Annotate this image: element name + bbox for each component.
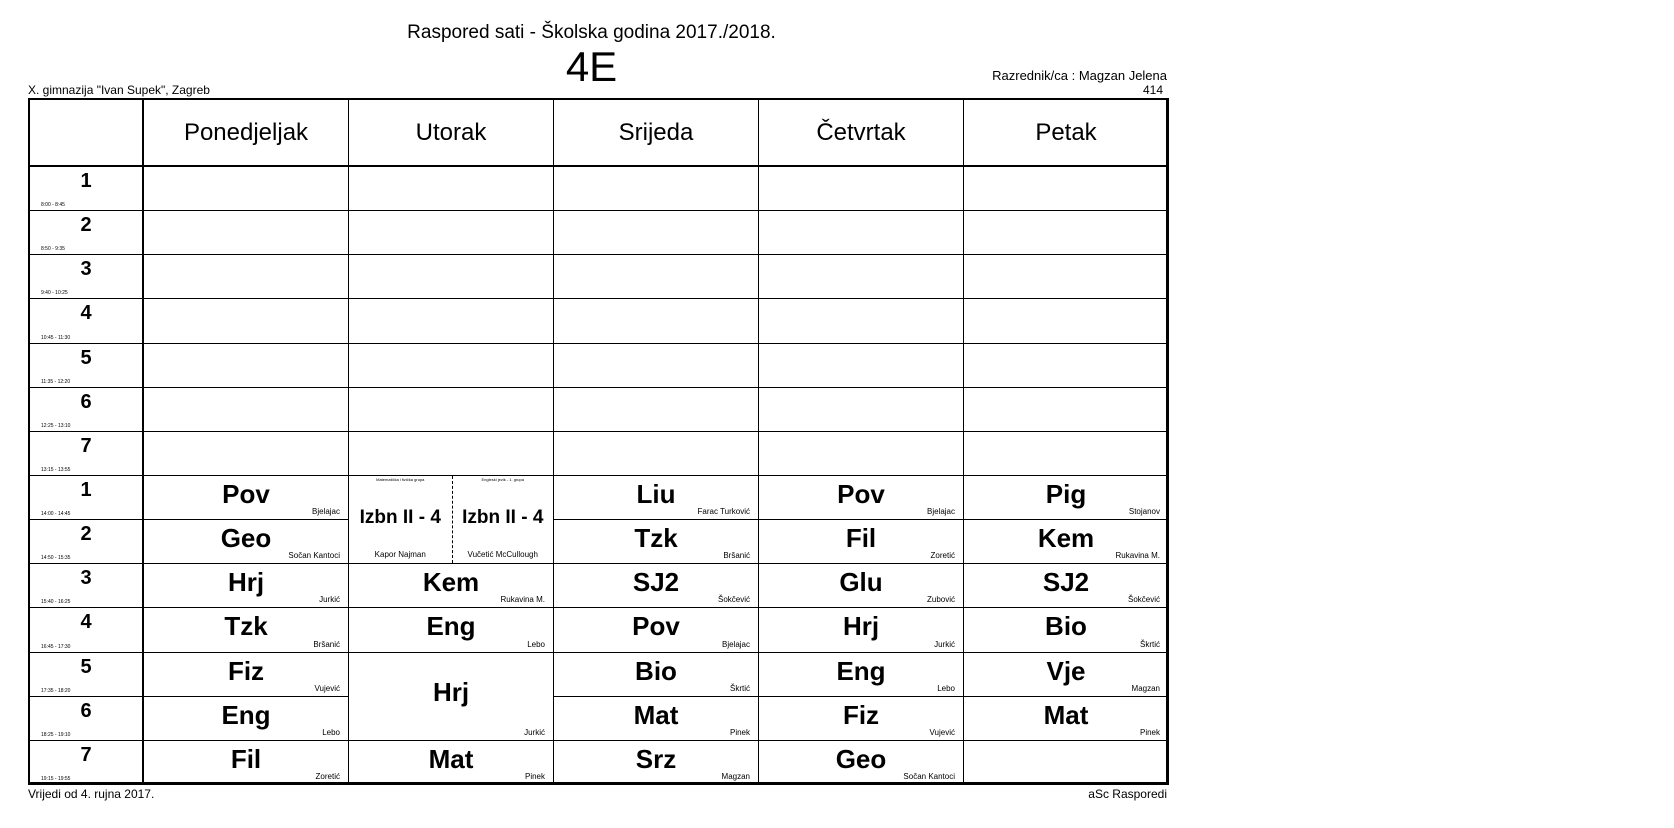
lesson-cell[interactable] [553, 607, 759, 652]
room-number: 414 [1142, 83, 1163, 97]
empty-slot [758, 254, 964, 299]
timetable-title: Raspored sati - Školska godina 2017./2018. [407, 22, 776, 43]
lesson-cell[interactable] [963, 696, 1169, 741]
empty-slot [758, 210, 964, 255]
period-cell [28, 652, 144, 697]
period-divider [142, 98, 144, 784]
lesson-subject: Mat [633, 699, 679, 730]
lesson-teacher: Farac Turković [697, 507, 750, 517]
lesson-subject: SJ2 [632, 567, 680, 598]
lesson-subject: Hrj [842, 611, 880, 642]
period-cell [28, 475, 144, 520]
empty-slot [963, 210, 1169, 255]
lesson-subject: Kem [422, 567, 480, 598]
split-group-left[interactable] [349, 476, 452, 563]
day-header: Utorak [348, 98, 554, 167]
lesson-cell[interactable] [553, 696, 759, 741]
lesson-cell[interactable] [963, 563, 1169, 608]
period-number: 3 [80, 567, 92, 590]
lesson-subject: Fil [230, 743, 262, 774]
empty-slot [143, 210, 349, 255]
empty-slot [348, 431, 554, 476]
day-header: Srijeda [553, 98, 759, 167]
empty-slot [553, 254, 759, 299]
lesson-cell[interactable] [758, 475, 964, 520]
lesson-subject: Srz [635, 743, 677, 774]
lesson-cell[interactable] [758, 740, 964, 785]
period-time: 14:50 - 15:35 [41, 555, 71, 562]
lesson-subject: Liu [636, 478, 676, 509]
lesson-teacher: Stojanov [1128, 507, 1160, 517]
lesson-cell[interactable] [758, 607, 964, 652]
group-label: Engleski jezik - 1. grupa [481, 476, 524, 482]
period-time: 8:00 - 8:45 [41, 202, 65, 209]
period-number: 6 [80, 699, 92, 722]
lesson-teacher: Šokčević [717, 595, 750, 605]
lesson-teacher: Sočan Kantoci [903, 771, 955, 781]
empty-slot [143, 343, 349, 388]
empty-slot [143, 166, 349, 211]
lesson-teacher: Bjelajac [311, 507, 340, 517]
lesson-teacher: Pinek [1139, 727, 1160, 737]
lesson-cell[interactable] [553, 475, 759, 520]
period-number: 4 [80, 302, 92, 325]
lesson-teacher: Zoretić [930, 551, 955, 561]
period-cell [28, 343, 144, 388]
empty-slot [143, 431, 349, 476]
period-time: 8:50 - 9:35 [41, 246, 65, 253]
lesson-subject: Eng [221, 699, 271, 730]
period-number: 2 [80, 523, 92, 546]
period-cell [28, 740, 144, 785]
lesson-cell[interactable] [963, 519, 1169, 564]
header-divider [28, 165, 1168, 167]
empty-slot [553, 387, 759, 432]
empty-slot [348, 298, 554, 343]
period-cell [28, 387, 144, 432]
class-name: 4E [565, 43, 618, 90]
period-number: 1 [80, 478, 92, 501]
lesson-cell[interactable] [963, 652, 1169, 697]
period-time: 18:25 - 19:10 [41, 731, 71, 738]
lesson-teacher: Vučetić McCullough [467, 550, 538, 560]
empty-slot [553, 431, 759, 476]
empty-slot [348, 387, 554, 432]
lesson-cell[interactable] [143, 519, 349, 564]
lesson-subject: Eng [836, 655, 886, 686]
empty-slot [553, 210, 759, 255]
lesson-cell[interactable] [348, 607, 554, 652]
period-number: 3 [80, 258, 92, 281]
lesson-cell[interactable] [143, 740, 349, 785]
lesson-teacher: Bršanić [313, 639, 340, 649]
empty-slot [963, 166, 1169, 211]
split-group-right[interactable] [452, 476, 555, 563]
lesson-cell[interactable] [553, 740, 759, 785]
lesson-subject: Hrj [432, 676, 470, 707]
lesson-subject: Pov [222, 478, 270, 509]
lesson-subject: Izbn II - 4 [359, 507, 441, 529]
split-lesson-cell[interactable] [348, 475, 554, 564]
lesson-subject: Pov [632, 611, 680, 642]
empty-slot [143, 387, 349, 432]
lesson-subject: Kem [1037, 523, 1095, 554]
lesson-teacher: Zoretić [315, 771, 340, 781]
lesson-subject: Izbn II - 4 [462, 507, 544, 529]
lesson-teacher: Škrtić [730, 683, 750, 693]
lesson-cell[interactable] [143, 696, 349, 741]
lesson-teacher: Pinek [729, 727, 750, 737]
empty-slot [348, 166, 554, 211]
lesson-subject: Tzk [224, 611, 268, 642]
period-number: 7 [80, 434, 92, 457]
empty-slot [348, 210, 554, 255]
lesson-subject: Bio [635, 655, 677, 686]
lesson-cell[interactable] [143, 563, 349, 608]
lesson-subject: Eng [426, 611, 476, 642]
empty-slot [963, 431, 1169, 476]
lesson-teacher: Sočan Kantoci [288, 551, 340, 561]
lesson-subject: Tzk [634, 523, 678, 554]
empty-slot [553, 298, 759, 343]
lesson-teacher: Lebo [937, 683, 955, 693]
lesson-teacher: Vujević [929, 727, 955, 737]
empty-slot [963, 740, 1169, 785]
period-time: 11:35 - 12:20 [41, 378, 71, 385]
lesson-teacher: Vujević [314, 683, 340, 693]
credit: aSc Rasporedi [1088, 787, 1167, 801]
period-cell [28, 254, 144, 299]
period-number: 7 [80, 743, 92, 766]
lesson-teacher: Lebo [527, 639, 545, 649]
period-time: 12:25 - 13:10 [41, 422, 71, 429]
lesson-subject: Pig [1045, 478, 1087, 509]
lesson-subject: SJ2 [1042, 567, 1090, 598]
empty-slot [143, 254, 349, 299]
lesson-teacher: Bjelajac [721, 639, 750, 649]
school-name: X. gimnazija "Ivan Supek", Zagreb [28, 83, 210, 97]
lesson-teacher: Jurkić [934, 639, 955, 649]
lesson-teacher: Kapor Najman [374, 550, 426, 560]
empty-slot [758, 298, 964, 343]
empty-slot [963, 254, 1169, 299]
lesson-cell[interactable] [348, 563, 554, 608]
empty-slot [348, 343, 554, 388]
lesson-subject: Mat [428, 743, 474, 774]
lesson-subject: Vje [1046, 655, 1086, 686]
lesson-subject: Bio [1045, 611, 1087, 642]
lesson-subject: Geo [835, 743, 887, 774]
period-time: 19:15 - 19:55 [41, 775, 71, 782]
period-number: 2 [80, 214, 92, 237]
lesson-teacher: Magzan [1131, 683, 1160, 693]
lesson-cell[interactable] [348, 740, 554, 785]
lesson-cell[interactable] [553, 519, 759, 564]
empty-slot [758, 166, 964, 211]
empty-slot [963, 343, 1169, 388]
lesson-teacher: Bjelajac [926, 507, 955, 517]
empty-slot [758, 387, 964, 432]
empty-slot [758, 343, 964, 388]
empty-slot [963, 387, 1169, 432]
valid-from: Vrijedi od 4. rujna 2017. [28, 787, 155, 801]
lesson-cell[interactable] [143, 607, 349, 652]
lesson-teacher: Jurkić [319, 595, 340, 605]
lesson-teacher: Škrtić [1140, 639, 1160, 649]
class-teacher: Razrednik/ca : Magzan Jelena [992, 68, 1167, 83]
lesson-subject: Fiz [227, 655, 265, 686]
empty-slot [553, 343, 759, 388]
period-cell [28, 298, 144, 343]
period-time: 13:15 - 13:55 [41, 466, 71, 473]
lesson-cell[interactable] [553, 563, 759, 608]
lesson-cell[interactable] [963, 475, 1169, 520]
lesson-cell[interactable] [143, 475, 349, 520]
lesson-teacher: Zubović [926, 595, 955, 605]
day-header: Ponedjeljak [143, 98, 349, 167]
empty-slot [963, 298, 1169, 343]
day-header: Petak [963, 98, 1169, 167]
lesson-cell[interactable] [553, 652, 759, 697]
empty-slot [348, 254, 554, 299]
lesson-subject: Pov [837, 478, 885, 509]
period-time: 10:45 - 11:30 [41, 334, 71, 341]
lesson-teacher: Magzan [721, 771, 750, 781]
lesson-subject: Geo [220, 523, 272, 554]
lesson-cell[interactable] [758, 652, 964, 697]
lesson-subject: Fiz [842, 699, 880, 730]
lesson-cell[interactable] [348, 652, 554, 741]
period-cell [28, 210, 144, 255]
period-cell [28, 519, 144, 564]
period-time: 16:45 - 17:30 [41, 643, 71, 650]
lesson-subject: Hrj [227, 567, 265, 598]
group-label: Matematička i fizička grupa [376, 476, 425, 482]
period-time: 9:40 - 10:25 [41, 290, 68, 297]
lesson-cell[interactable] [758, 563, 964, 608]
period-cell [28, 431, 144, 476]
lesson-subject: Glu [839, 567, 883, 598]
lesson-cell[interactable] [758, 519, 964, 564]
timetable-grid [28, 98, 1168, 784]
period-number: 1 [80, 170, 92, 192]
lesson-teacher: Lebo [322, 727, 340, 737]
lesson-subject: Fil [845, 523, 877, 554]
lesson-teacher: Rukavina M. [1115, 551, 1160, 561]
lesson-teacher: Šokčević [1127, 595, 1160, 605]
period-number: 5 [80, 346, 92, 369]
period-cell [28, 166, 144, 211]
lesson-subject: Mat [1043, 699, 1089, 730]
period-number: 4 [80, 611, 92, 634]
lesson-cell[interactable] [758, 696, 964, 741]
lesson-teacher: Jurkić [524, 727, 545, 737]
period-cell [28, 563, 144, 608]
lesson-cell[interactable] [963, 607, 1169, 652]
lesson-teacher: Pinek [524, 771, 545, 781]
period-number: 6 [80, 390, 92, 413]
period-cell [28, 607, 144, 652]
corner-cell [28, 98, 143, 167]
period-time: 15:40 - 16:25 [41, 599, 71, 606]
period-time: 14:00 - 14:45 [41, 511, 71, 518]
lesson-cell[interactable] [143, 652, 349, 697]
period-number: 5 [80, 655, 92, 678]
lesson-teacher: Rukavina M. [500, 595, 545, 605]
empty-slot [143, 298, 349, 343]
period-cell [28, 696, 144, 741]
lesson-teacher: Bršanić [723, 551, 750, 561]
day-header: Četvrtak [758, 98, 964, 167]
period-time: 17:35 - 18:20 [41, 687, 71, 694]
empty-slot [553, 166, 759, 211]
empty-slot [758, 431, 964, 476]
